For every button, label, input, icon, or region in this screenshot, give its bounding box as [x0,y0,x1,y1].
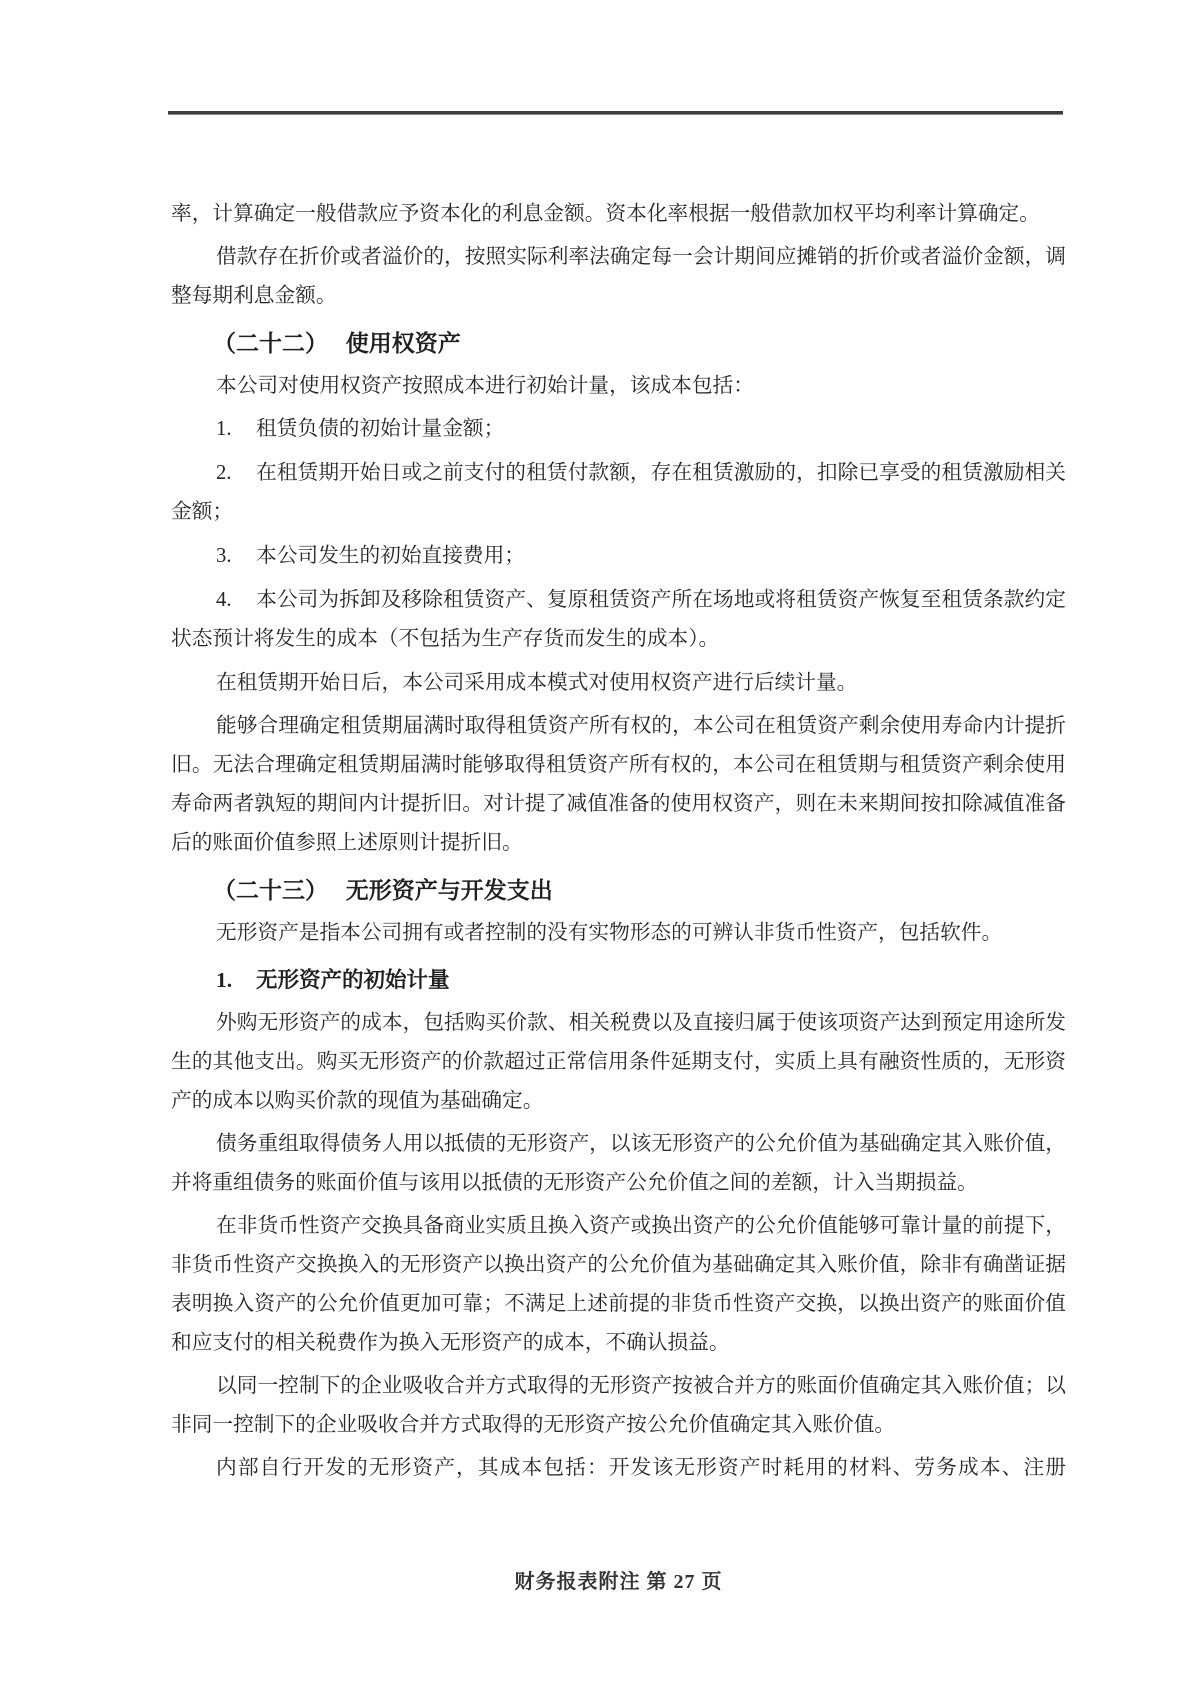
subsection-1-title: 无形资产的初始计量 [256,968,450,992]
section-22-title: 使用权资产 [345,331,461,356]
section-23-heading [171,871,1066,910]
paragraph-internal-development-truncated: 内部自行开发的无形资产，其成本包括：开发该无形资产时耗用的材料、劳务成本、注册 [216,1457,1066,1479]
list-item-2-number: 2. [216,462,232,484]
paragraph-intangible-definition: 无形资产是指本公司拥有或者控制的没有实物形态的可辨认非货币性资产，包括软件。 [216,922,1003,944]
paragraph-depreciation-policy: 能够合理确定租赁期届满时取得租赁资产所有权的，本公司在租赁资产剩余使用寿命内计提折旧。无法合理确定租赁期届满时能够取得租赁资产所有权的，本公司在租赁期与租赁资产剩余使用寿命两者孰短的期间内计提折旧。对计提了减值准备的使用权资产，则在未来期间按扣除减值准备后的账面价值参照上述原则计提折旧。 [171,715,1066,854]
list-item-2-text: 在租赁期开始日或之前支付的租赁付款额，存在租赁激励的，扣除已享受的租赁激励相关金额； [171,462,1066,523]
list-item-4-text: 本公司为拆卸及移除租赁资产、复原租赁资产所在场地或将租赁资产恢复至租赁条款约定状态预计将发生的成本（不包括为生产存货而发生的成本）。 [171,589,1066,650]
paragraph-purchased-intangibles: 外购无形资产的成本，包括购买价款、相关税费以及直接归属于使该项资产达到预定用途所发生的其他支出。购买无形资产的价款超过正常信用条件延期支付，实质上具有融资性质的，无形资产的成本以购买价款的现值为基础确定。 [171,1012,1066,1112]
paragraph-business-merger: 以同一控制下的企业吸收合并方式取得的无形资产按被合并方的账面价值确定其入账价值；以非同一控制下的企业吸收合并方式取得的无形资产按公允价值确定其入账价值。 [171,1375,1066,1436]
list-item-4-number: 4. [216,589,232,611]
document-body [171,195,1066,1492]
list-item-1-number: 1. [216,418,232,440]
paragraph-nonmonetary-exchange: 在非货币性资产交换具备商业实质且换入资产或换出资产的公允价值能够可靠计量的前提下，非货币性资产交换换入的无形资产以换出资产的公允价值为基础确定其入账价值，除非有确凿证据表明换入资产的公允价值更加可靠；不满足上述前提的非货币性资产交换，以换出资产的账面价值和应支付的相关税费作为换入无形资产的成本，不确认损益。 [171,1215,1066,1354]
subsection-1-heading [171,961,1066,1000]
section-22-heading [171,324,1066,363]
list-item-3-text: 本公司发生的初始直接费用； [256,545,525,567]
page-footer [171,1568,1066,1596]
section-22-number: （二十二） [213,331,328,356]
paragraph-debt-restructuring: 债务重组取得债务人用以抵债的无形资产，以该无形资产的公允价值为基础确定其入账价值，并将重组债务的账面价值与该用以抵债的无形资产公允价值之间的差额，计入当期损益。 [171,1133,1066,1194]
paragraph-capitalization-rate: 率，计算确定一般借款应予资本化的利息金额。资本化率根据一般借款加权平均利率计算确定。 [171,203,1040,225]
subsection-1-number: 1. [216,968,233,992]
paragraph-rou-intro: 本公司对使用权资产按照成本进行初始计量，该成本包括： [216,375,754,397]
list-item-1 [171,410,1066,449]
list-item-2 [171,454,1066,532]
list-item-3 [171,537,1066,576]
header-divider-rule [168,111,1063,115]
section-23-title: 无形资产与开发支出 [345,878,553,903]
list-item-3-number: 3. [216,545,232,567]
paragraph-discount-premium: 借款存在折价或者溢价的，按照实际利率法确定每一会计期间应摊销的折价或者溢价金额，调整每期利息金额。 [171,246,1066,307]
paragraph-subsequent-measurement: 在租赁期开始日后，本公司采用成本模式对使用权资产进行后续计量。 [216,672,858,694]
list-item-1-text: 租赁负债的初始计量金额； [256,418,505,440]
footer-text: 财务报表附注 第 27 页 [514,1571,723,1593]
list-item-4 [171,581,1066,659]
section-23-number: （二十三） [213,878,328,903]
